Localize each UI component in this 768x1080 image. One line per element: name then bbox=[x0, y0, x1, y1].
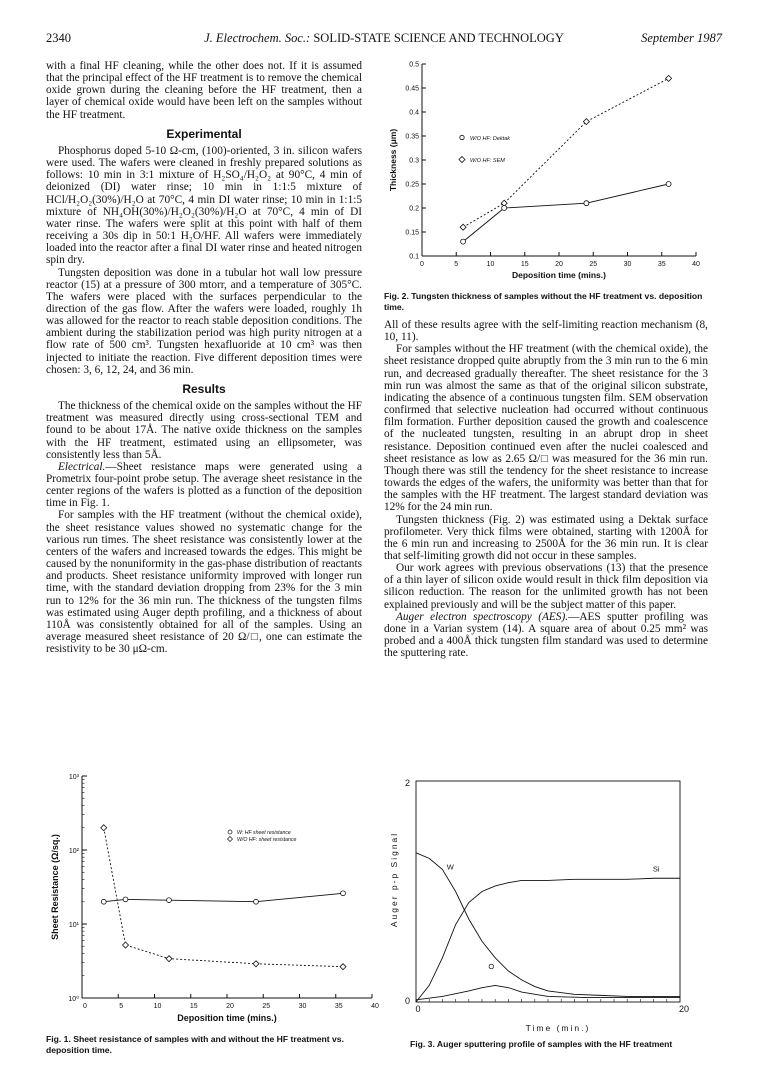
x-tick-label: 5 bbox=[119, 1003, 124, 1010]
legend-marker bbox=[228, 830, 232, 834]
data-point bbox=[123, 897, 128, 902]
right-paragraph-4: Our work agrees with previous observations (13) that the presence of a thin layer of silicon oxide would result in thick film deposition via silicon reduction. The reason for the unlimited growth has not been explained previously and will be the subject matter of this paper. bbox=[384, 562, 708, 611]
x-tick-label: 0 bbox=[83, 1003, 87, 1010]
y-tick-label: 0.5 bbox=[409, 61, 419, 69]
x-tick-label: 35 bbox=[334, 1003, 343, 1010]
y-tick-label: 0 bbox=[404, 996, 410, 1006]
right-paragraph-2: For samples without the HF treatment (with the chemical oxide), the sheet resistance dropped quite abruptly from the 3 min run to the 6 min run, and decreased gradually thereafter. The sheet resistance for the 3 min run was almost the same as that of the original silicon substrate, indicating the absence of a continuous tungsten film. SEM observation confirmed that selective nucleation had occurred without continuous film formation. Further deposition caused the growth and coalescence of the nucleated tungsten, resulting in an abrupt drop in sheet resistance. Deposition continued even after the nuclei coalesced and sheet resistance as low as 2.65 Ω/□ was measured for the 36 min run. Though there was still the tendency for the sheet resistance to increase towards the edges of the wafers, the uniformity was better than that for the samples with the HF treatment. The largest standard deviation was 12% for the 24 min run. bbox=[384, 343, 708, 514]
right-paragraph-3: Tungsten thickness (Fig. 2) was estimated using a Dektak surface profilometer. Very thick films were obtained, starting with 1200Å for the 6 min run and increasing to 2500Å for the 36 min run. It is clear that self-limiting growth did not occur in these samples. bbox=[384, 513, 708, 562]
y-tick-label: 10⁰ bbox=[68, 996, 79, 1003]
y-tick-label: 10¹ bbox=[68, 922, 79, 929]
data-point bbox=[341, 891, 346, 896]
x-tick-label: 40 bbox=[692, 261, 700, 268]
y-tick-label: 0.35 bbox=[405, 133, 419, 141]
y-tick-label: 0.4 bbox=[409, 109, 419, 117]
x-tick-label: 15 bbox=[189, 1003, 198, 1010]
page-number: 2340 bbox=[46, 31, 71, 45]
x-tick-label: 0 bbox=[420, 261, 424, 268]
y-axis-label: Thickness (μm) bbox=[388, 128, 398, 192]
data-point bbox=[123, 942, 129, 948]
y-tick-label: 10³ bbox=[68, 774, 79, 781]
data-point bbox=[666, 75, 672, 81]
x-tick-label: 20 bbox=[678, 1004, 690, 1014]
y-tick-label: 0.1 bbox=[409, 253, 419, 261]
y-tick-label: 0.45 bbox=[405, 85, 419, 93]
journal-title bbox=[46, 31, 722, 46]
right-paragraph-5 bbox=[384, 611, 708, 660]
left-column bbox=[46, 60, 362, 655]
x-tick-label: 15 bbox=[520, 261, 529, 268]
y-tick-label: 10² bbox=[68, 848, 79, 855]
series-line bbox=[463, 184, 668, 242]
legend-label: W: HF sheet resistance bbox=[237, 830, 291, 836]
legend-label: W/O HF: SEM bbox=[470, 158, 505, 164]
auger-text: —AES sputter profiling was done in a Varian system (14). A square area of about 0.25 mm² was probed and a 400Å thick tungsten film standard was used to determine the sputtering rate. bbox=[384, 610, 708, 660]
series-label-w: W bbox=[446, 862, 454, 872]
results-paragraph-2 bbox=[46, 461, 362, 510]
legend-label: W/O HF: sheet resistance bbox=[237, 837, 297, 843]
x-tick-label: 20 bbox=[555, 261, 563, 268]
series-label-o: O bbox=[488, 961, 495, 971]
y-axis-label: Sheet Resistance (Ω/sq.) bbox=[50, 834, 60, 940]
data-point bbox=[101, 899, 106, 904]
data-point bbox=[340, 964, 346, 970]
series-label-si: Si bbox=[652, 864, 660, 874]
data-point bbox=[253, 961, 259, 967]
data-point bbox=[166, 956, 172, 962]
journal-section: SOLID-STATE SCIENCE AND TECHNOLOGY bbox=[313, 31, 564, 45]
right-paragraph-1: All of these results agree with the self-limiting reaction mechanism (8, 10, 11). bbox=[384, 319, 708, 344]
heading-results: Results bbox=[182, 381, 226, 396]
results-paragraph-1: The thickness of the chemical oxide on the samples without the HF treatment was measured directly using cross-sectional TEM and found to be about 17Å. The native oxide thickness on the samples with the HF treatment, estimated using an ellipsometer, was consistently less than 5Å. bbox=[46, 400, 363, 461]
legend-marker bbox=[228, 837, 233, 842]
series-line-si bbox=[416, 878, 680, 1002]
series-line-o bbox=[416, 985, 680, 999]
legend-label: W/O HF: Dektak bbox=[470, 136, 511, 142]
x-tick-label: 25 bbox=[262, 1003, 271, 1010]
x-tick-label: 10 bbox=[486, 261, 495, 268]
x-tick-label: 0 bbox=[415, 1004, 421, 1014]
y-tick-label: 2 bbox=[404, 778, 410, 788]
figure-2-caption: Fig. 2. Tungsten thickness of samples without the HF treatment vs. deposition time. bbox=[384, 291, 703, 312]
series-line bbox=[463, 78, 668, 227]
figure-1-caption: Fig. 1. Sheet resistance of samples with and without the HF treatment vs. deposition time. bbox=[46, 1034, 344, 1055]
data-point bbox=[461, 239, 466, 244]
x-tick-label: 30 bbox=[298, 1003, 307, 1010]
data-point bbox=[101, 825, 107, 831]
data-point bbox=[460, 224, 466, 230]
auger-lead: Auger electron spectroscopy (AES). bbox=[396, 610, 569, 623]
electrical-lead: Electrical. bbox=[58, 460, 106, 473]
experimental-paragraph-2: Tungsten deposition was done in a tubular hot wall low pressure reactor (15) at a pressure of 300 mtorr, and a temperature of 305°C. The wafers were placed with the surfaces perpendicular to the direction of the gas flow. After the wafers were loaded, roughly 1h was allowed for the reactor to reach stable deposition conditions. The ambient during the stabilization period was high purity nitrogen at a flow rate of 500 cm³. Tungsten hexafluoride at 10 cm³ was then injected to initiate the reaction. Five different deposition times were chosen: 3, 6, 12, 24, and 36 min. bbox=[46, 266, 362, 376]
issue-date: September 1987 bbox=[641, 31, 722, 45]
x-axis-label: Deposition time (mins.) bbox=[512, 270, 606, 280]
data-point bbox=[254, 899, 259, 904]
figure-3-chart bbox=[384, 770, 714, 1032]
data-point bbox=[666, 182, 671, 187]
page-header bbox=[46, 31, 722, 47]
x-tick-label: 35 bbox=[657, 261, 666, 268]
x-axis-label: Deposition time (mins.) bbox=[177, 1013, 277, 1023]
x-tick-label: 25 bbox=[589, 261, 598, 268]
y-tick-label: 0.2 bbox=[409, 205, 419, 213]
legend-marker bbox=[459, 157, 465, 163]
y-tick-label: 0.25 bbox=[405, 181, 419, 189]
results-paragraph-3: For samples with the HF treatment (without the chemical oxide), the sheet resistance values showed no systematic change for the various run times. The sheet resistance was consistently lower at the centers of the wafers and increased towards the edges. This might be caused by the nonuniformity in the gas-phase distribution of reactants and products. Sheet resistance uniformity improved with longer run time, with the standard deviation dropping from 23% for the 3 min run to 12% for the 36 min run. The thickness of the tungsten films was estimated using Auger depth profiling, and a thickness of about 110Å was consistently obtained for all of the samples. Using an average measured sheet resistance of 20 Ω/□, one can estimate the resistivity to be 30 μΩ-cm. bbox=[46, 509, 362, 656]
data-point bbox=[167, 898, 172, 903]
y-axis-label: Auger p-p Signal bbox=[389, 831, 399, 928]
electrical-text: —Sheet resistance maps were generated using a Prometrix four-point probe setup. The average sheet resistance in the center regions of the wafers is plotted as a function of the deposition time in Fig. 1. bbox=[46, 460, 362, 510]
intro-paragraph: with a final HF cleaning, while the other does not. If it is assumed that the principal effect of the HF treatment is to remove the chemical oxide grown during the cleaning before the HF treatment, then a layer of chemical oxide would have been left on the samples without the HF treatment. bbox=[46, 60, 362, 121]
figure-1-chart bbox=[46, 770, 379, 1032]
journal-name: J. Electrochem. Soc.: bbox=[204, 31, 311, 45]
x-tick-label: 10 bbox=[153, 1003, 162, 1010]
legend-marker bbox=[460, 135, 464, 139]
x-axis-label: Time (min.) bbox=[525, 1023, 591, 1033]
right-column bbox=[384, 319, 708, 659]
data-point bbox=[584, 201, 589, 206]
experimental-paragraph-1: Phosphorus doped 5-10 Ω-cm, (100)-oriented, 3 in. silicon wafers were used. The wafers were cleaned in freshly prepared solutions as follows: 10 min in 3:1 mixture of H₂SO₄/H₂O₂ at 90°C, 4 min of deionized (DI) water rinse; 10 min in 1:1:5 mixture of HCl/H₂O₂(30%)/H₂O at 70°C, 4 min DI water rinse; 10 min in 1:1:5 mixture of NH₄OH(30%)/H₂O₂(30%)/H₂O at 70°C, 4 min of DI water rinse. The wafers were split at this point with half of them receiving a 30s dip in 50:1 H₂O/HF. All wafers were immediately loaded into the reactor after a final DI water rinse and heated nitrogen spin dry. bbox=[46, 144, 362, 267]
figure-3-caption: Fig. 3. Auger sputtering profile of samples with the HF treatment bbox=[410, 1039, 673, 1049]
x-tick-label: 5 bbox=[454, 261, 459, 268]
y-tick-label: 0.15 bbox=[405, 229, 419, 237]
y-tick-label: 0.3 bbox=[409, 157, 419, 165]
figure-2-chart bbox=[384, 56, 714, 286]
data-point bbox=[502, 206, 507, 211]
x-tick-label: 40 bbox=[371, 1003, 379, 1010]
series-line bbox=[104, 893, 343, 901]
x-tick-label: 30 bbox=[623, 261, 632, 268]
heading-experimental: Experimental bbox=[166, 126, 242, 141]
x-tick-label: 20 bbox=[226, 1003, 234, 1010]
